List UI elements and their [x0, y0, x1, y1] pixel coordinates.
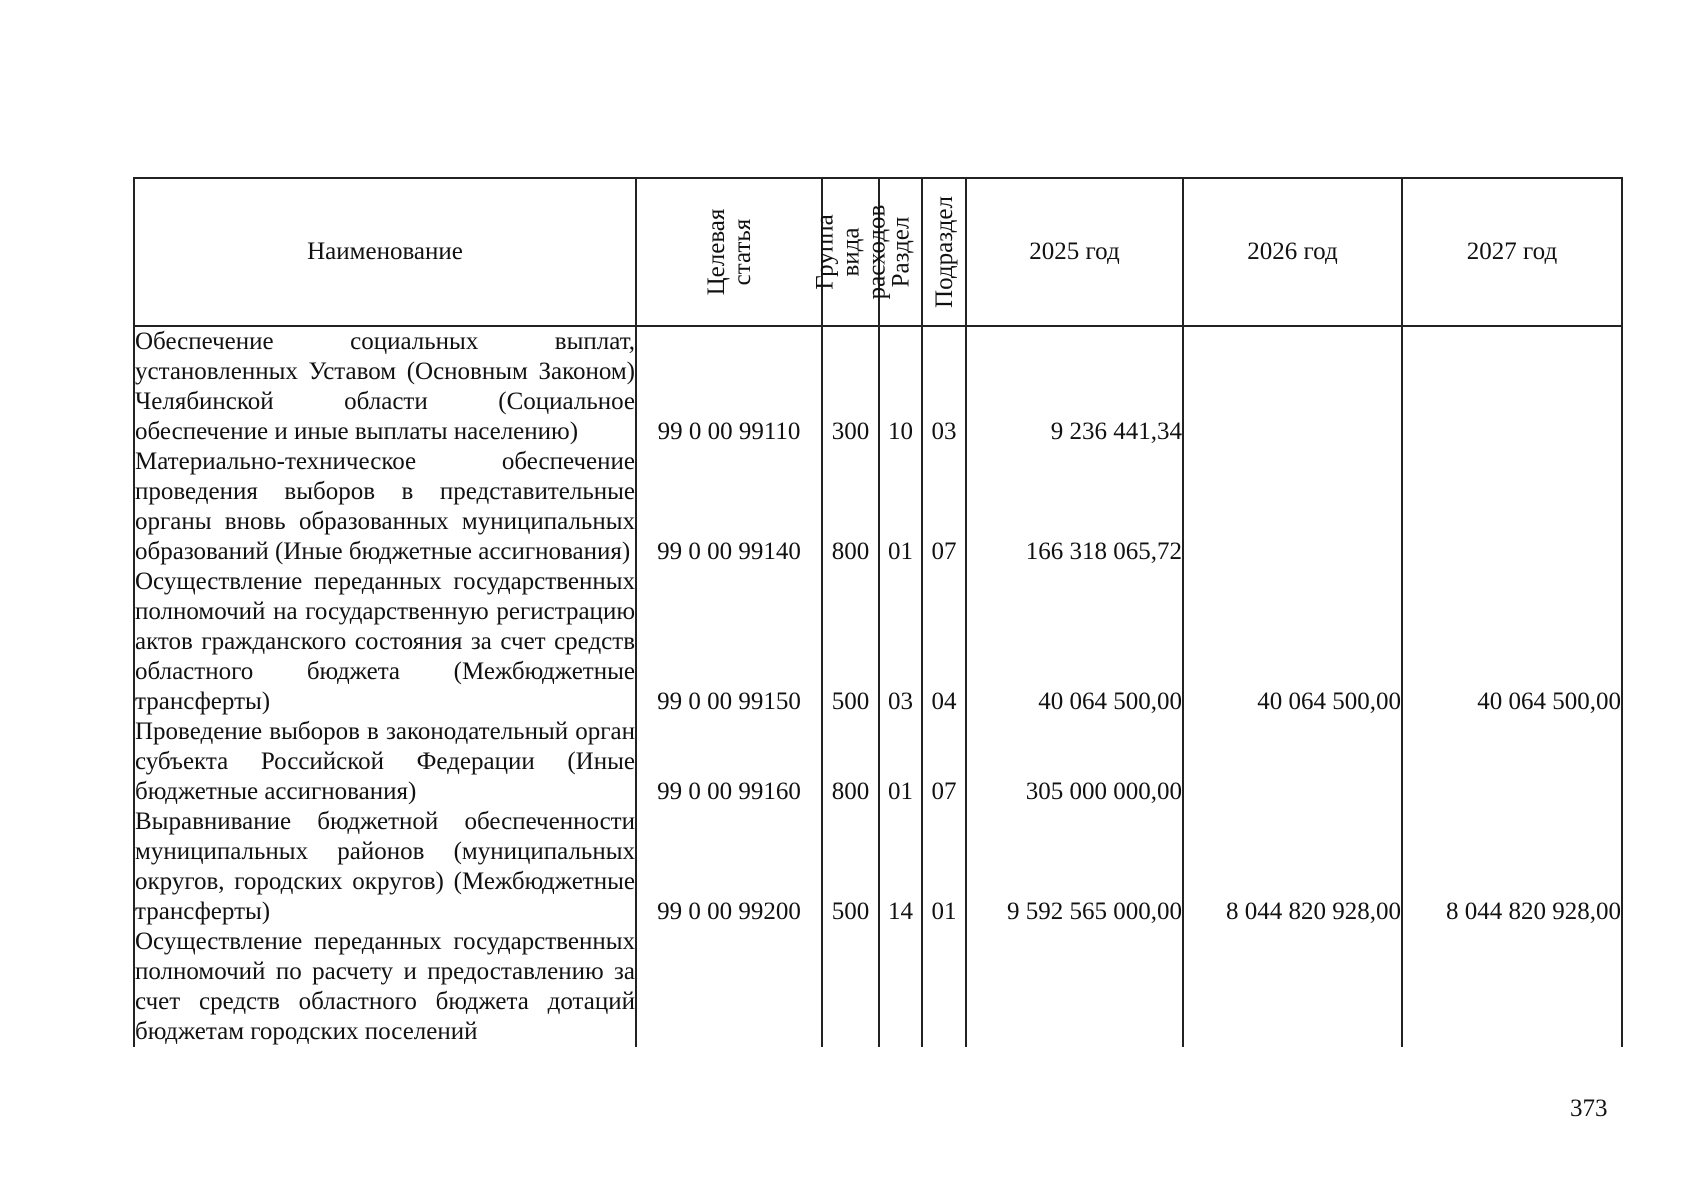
row-2027 — [1402, 326, 1622, 447]
header-group — [811, 178, 891, 326]
row-subsection: 07 — [922, 717, 966, 807]
row-group — [822, 927, 879, 1047]
row-2026 — [1183, 326, 1402, 447]
row-2027: 8 044 820 928,00 — [1402, 807, 1622, 927]
row-group: 800 — [822, 717, 879, 807]
row-2027 — [1402, 717, 1622, 807]
header-subsection — [922, 178, 966, 326]
page-number: 373 — [1570, 1095, 1608, 1122]
row-subsection: 03 — [922, 326, 966, 447]
row-name: Выравнивание бюджетной обеспеченности муниципальных районов (муниципальных округов, городских округов) (Межбюджетные трансферты) — [135, 808, 635, 925]
row-2025: 9 592 565 000,00 — [966, 807, 1183, 927]
row-name: Осуществление переданных государственных полномочий на государственную регистрацию актов гражданского состояния за счет средств областного бюджета (Межбюджетные трансферты) — [135, 568, 635, 715]
header-target — [636, 178, 822, 326]
header-2027: 2027 год — [1402, 178, 1622, 326]
row-group: 800 — [822, 447, 879, 567]
row-2027: 40 064 500,00 — [1402, 567, 1622, 717]
row-section: 14 — [879, 807, 922, 927]
budget-table — [133, 177, 1623, 1047]
row-name: Проведение выборов в законодательный орган субъекта Российской Федерации (Иные бюджетные ассигнования) — [135, 718, 635, 805]
header-target-label: Целевая статья — [703, 208, 756, 296]
table-header-row — [134, 178, 1622, 326]
row-2026 — [1183, 447, 1402, 567]
row-subsection — [922, 927, 966, 1047]
header-section-label: Раздел — [887, 216, 915, 288]
row-section — [879, 927, 922, 1047]
row-section: 10 — [879, 326, 922, 447]
row-section: 03 — [879, 567, 922, 717]
row-target: 99 0 00 99110 — [636, 326, 822, 447]
row-section: 01 — [879, 447, 922, 567]
budget-table-container — [133, 177, 1621, 1047]
row-name: Материально-техническое обеспечение проведения выборов в представительные органы вновь образованных муниципальных образований (Иные бюджетные ассигнования) — [135, 448, 635, 565]
row-2025: 40 064 500,00 — [966, 567, 1183, 717]
row-2026: 40 064 500,00 — [1183, 567, 1402, 717]
row-subsection: 01 — [922, 807, 966, 927]
header-2026: 2026 год — [1183, 178, 1402, 326]
row-name: Обеспечение социальных выплат, установленных Уставом (Основным Законом) Челябинской области (Социальное обеспечение и иные выплаты населению) — [135, 328, 635, 445]
header-2025: 2025 год — [966, 178, 1183, 326]
table-row — [134, 326, 1622, 447]
row-subsection: 07 — [922, 447, 966, 567]
table-row — [134, 717, 1622, 807]
row-2025: 305 000 000,00 — [966, 717, 1183, 807]
row-group: 500 — [822, 807, 879, 927]
row-2025: 166 318 065,72 — [966, 447, 1183, 567]
row-target: 99 0 00 99140 — [636, 447, 822, 567]
header-group-label: Группа вида расходов — [811, 204, 891, 300]
row-group: 500 — [822, 567, 879, 717]
row-target: 99 0 00 99160 — [636, 717, 822, 807]
row-section: 01 — [879, 717, 922, 807]
row-target: 99 0 00 99200 — [636, 807, 822, 927]
row-2027 — [1402, 927, 1622, 1047]
row-target — [636, 927, 822, 1047]
table-row — [134, 447, 1622, 567]
row-2027 — [1402, 447, 1622, 567]
row-name: Осуществление переданных государственных полномочий по расчету и предоставлению за счет средств областного бюджета дотаций бюджетам городских поселений — [135, 928, 635, 1045]
table-row — [134, 807, 1622, 927]
row-group: 300 — [822, 326, 879, 447]
row-2026 — [1183, 927, 1402, 1047]
table-row — [134, 927, 1622, 1047]
row-subsection: 04 — [922, 567, 966, 717]
row-2026 — [1183, 717, 1402, 807]
row-target: 99 0 00 99150 — [636, 567, 822, 717]
row-2025: 9 236 441,34 — [966, 326, 1183, 447]
header-subsection-label: Подраздел — [931, 196, 958, 308]
row-2025 — [966, 927, 1183, 1047]
row-2026: 8 044 820 928,00 — [1183, 807, 1402, 927]
table-row — [134, 567, 1622, 717]
header-name: Наименование — [134, 178, 636, 326]
